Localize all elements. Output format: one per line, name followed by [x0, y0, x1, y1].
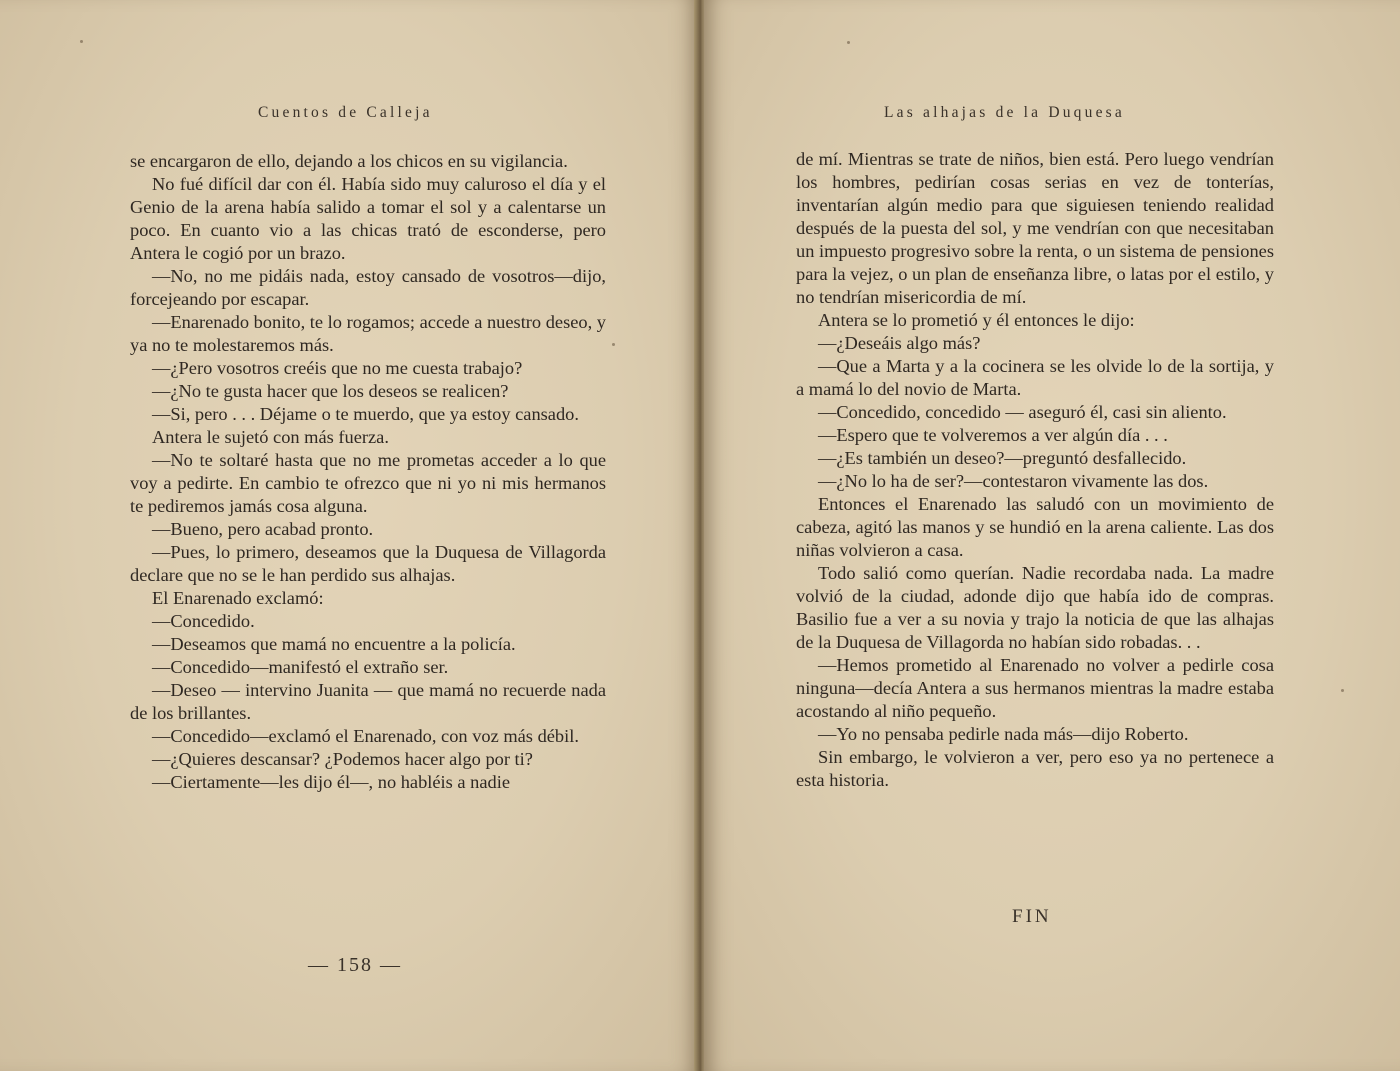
running-head-right: Las alhajas de la Duquesa	[884, 104, 1125, 121]
right-page-body	[796, 148, 1274, 792]
running-head-left: Cuentos de Calleja	[258, 104, 433, 121]
paragraph: —Concedido.	[152, 611, 255, 631]
paper-speck	[612, 343, 615, 346]
paragraph: Antera se lo prometió y él entonces le dijo:	[818, 310, 1135, 330]
paragraph: —Pues, lo primero, deseamos que la Duquesa de Villagorda declare que no se le han perdido sus alhajas.	[130, 542, 606, 585]
paragraph: —Espero que te volveremos a ver algún día . . .	[818, 425, 1168, 445]
paragraph: —Si, pero . . . Déjame o te muerdo, que ya estoy cansado.	[152, 404, 579, 424]
paragraph: —¿Pero vosotros creéis que no me cuesta trabajo?	[152, 358, 523, 378]
paragraph: —Hemos prometido al Enarenado no volver a pedirle cosa ninguna—decía Antera a sus hermanos mientras la madre estaba acostando al niño pequeño.	[796, 655, 1274, 721]
paragraph: de mí. Mientras se trate de niños, bien está. Pero luego vendrían los hombres, pedirían cosas serias en vez de tonterías, inventarían algún medio para que siguiesen teniendo realidad después de la puesta del sol, y me vendrían con que necesitaban un impuesto progresivo sobre la renta, o un sistema de pensiones para la vejez, o un plan de enseñanza libre, o latas por el estilo, y no tendrían misericordia de mí.	[796, 149, 1274, 307]
paragraph: —Concedido, concedido — aseguró él, casi sin aliento.	[818, 402, 1227, 422]
paragraph: —Ciertamente—les dijo él—, no habléis a nadie	[152, 772, 511, 792]
paragraph: —Que a Marta y a la cocinera se les olvide lo de la sortija, y a mamá lo del novio de Marta.	[796, 356, 1274, 399]
paragraph: —Concedido—exclamó el Enarenado, con voz más débil.	[152, 726, 579, 746]
paragraph: —Yo no pensaba pedirle nada más—dijo Roberto.	[818, 724, 1189, 744]
paragraph: —¿Deseáis algo más?	[818, 333, 981, 353]
paragraph: —No, no me pidáis nada, estoy cansado de vosotros—dijo, forcejeando por escapar.	[130, 266, 606, 309]
paper-speck	[847, 41, 850, 44]
paragraph: Sin embargo, le volvieron a ver, pero eso ya no pertenece a esta historia.	[796, 747, 1274, 790]
paragraph: —Enarenado bonito, te lo rogamos; accede a nuestro deseo, y ya no te molestaremos más.	[130, 312, 606, 355]
paragraph: —¿Es también un deseo?—preguntó desfallecido.	[818, 448, 1187, 468]
page-number: — 158 —	[308, 954, 402, 976]
paragraph: Antera le sujetó con más fuerza.	[152, 427, 389, 447]
paragraph: El Enarenado exclamó:	[152, 588, 324, 608]
paper-speck	[1341, 689, 1344, 692]
paper-speck	[80, 40, 83, 43]
left-page	[0, 0, 698, 1071]
left-page-body	[130, 150, 606, 794]
paragraph: —Concedido—manifestó el extraño ser.	[152, 657, 449, 677]
paragraph: —Deseo — intervino Juanita — que mamá no recuerde nada de los brillantes.	[130, 680, 606, 723]
paragraph: —No te soltaré hasta que no me prometas acceder a lo que voy a pedirte. En cambio te ofrezco que ni yo ni mis hermanos te pediremos jamás cosa alguna.	[130, 450, 606, 516]
paragraph: No fué difícil dar con él. Había sido muy caluroso el día y el Genio de la arena había salido a tomar el sol y a calentarse un poco. En cuanto vio a las chicas trató de esconderse, pero Antera le cogió por un brazo.	[130, 174, 606, 263]
paragraph: —¿No lo ha de ser?—contestaron vivamente las dos.	[818, 471, 1209, 491]
paragraph: Entonces el Enarenado las saludó con un movimiento de cabeza, agitó las manos y se hundió en la arena caliente. Las dos niñas volvieron a casa.	[796, 494, 1274, 560]
paragraph: Todo salió como querían. Nadie recordaba nada. La madre volvió de la ciudad, adonde dijo que había ido de compras. Basilio fue a ver a su novia y trajo la noticia de que las alhajas de la Duquesa de Villagorda no habían sido robadas. . .	[796, 563, 1274, 652]
paragraph: se encargaron de ello, dejando a los chicos en su vigilancia.	[130, 151, 568, 171]
paragraph: —¿Quieres descansar? ¿Podemos hacer algo por ti?	[152, 749, 533, 769]
right-page	[704, 0, 1400, 1071]
paragraph: —¿No te gusta hacer que los deseos se realicen?	[152, 381, 509, 401]
paragraph: —Bueno, pero acabad pronto.	[152, 519, 374, 539]
paragraph: —Deseamos que mamá no encuentre a la policía.	[152, 634, 516, 654]
end-mark: FIN	[1012, 906, 1052, 927]
